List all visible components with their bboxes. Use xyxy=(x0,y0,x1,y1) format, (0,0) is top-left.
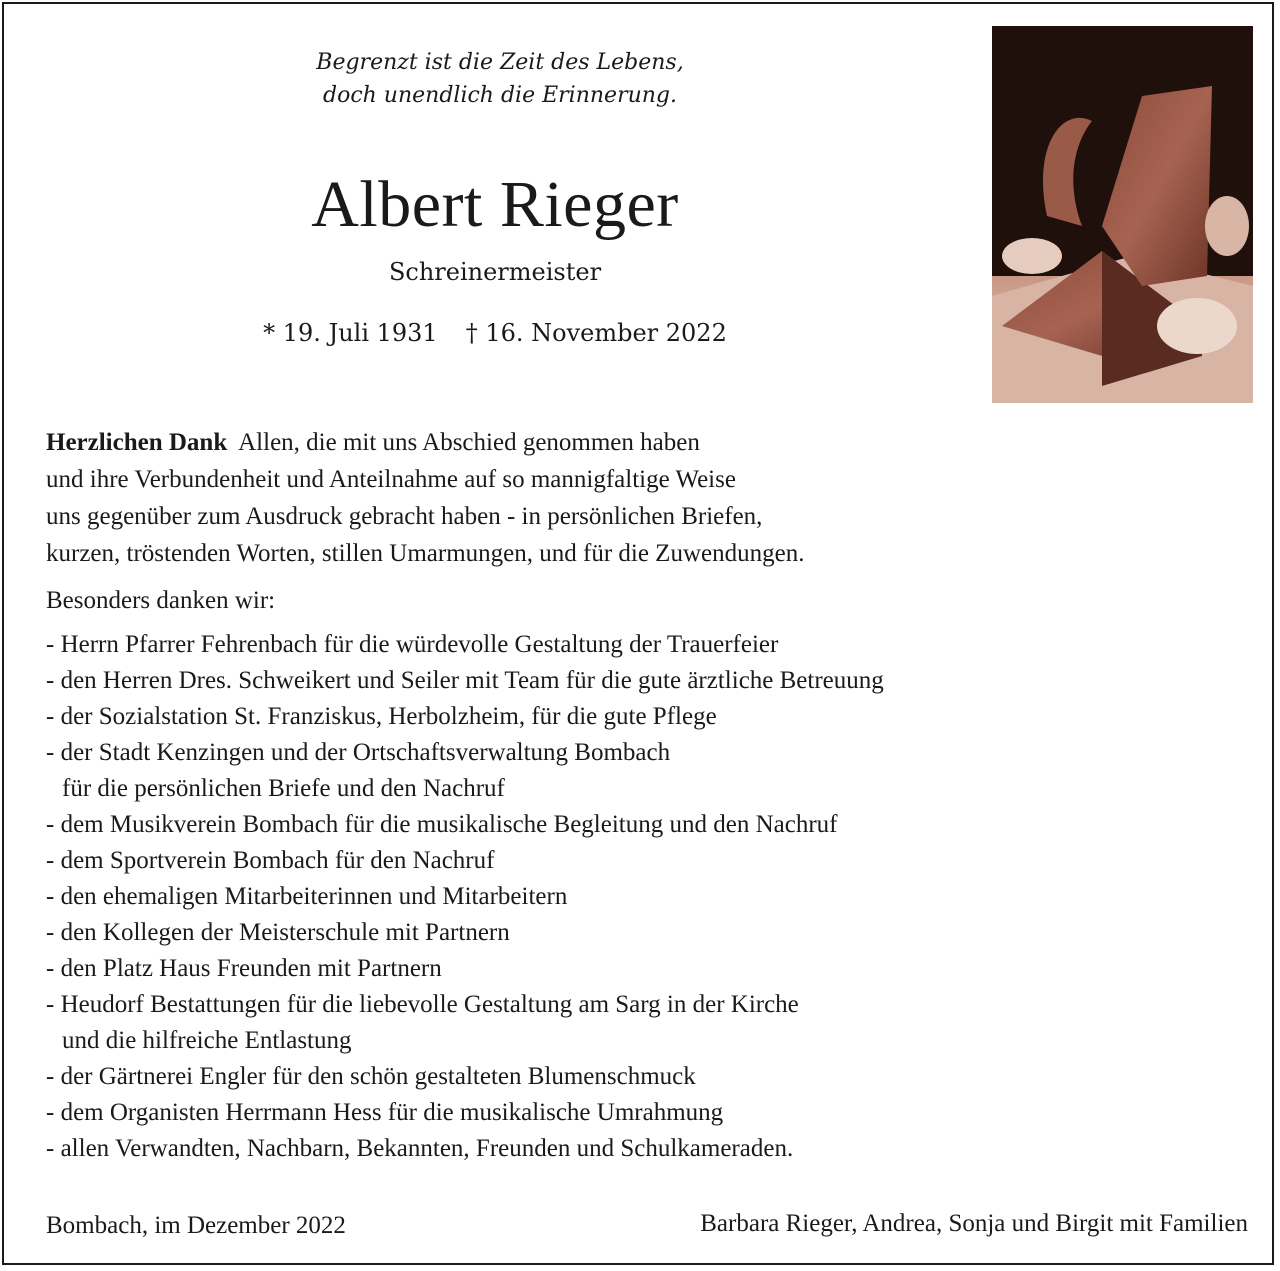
thanks-intro-line-4: kurzen, tröstenden Worten, stillen Umarmungen, und für die Zuwendungen. xyxy=(46,540,805,567)
motto xyxy=(200,46,800,112)
thanks-intro-line-2: und ihre Verbundenheit und Anteilnahme auf so mannigfaltige Weise xyxy=(46,466,736,493)
list-item xyxy=(46,735,1246,807)
thanks-intro-line-1: Allen, die mit uns Abschied genommen haben xyxy=(238,429,700,456)
list-item-text: - Heudorf Bestattungen für die liebevolle Gestaltung am Sarg in der Kirche xyxy=(46,991,799,1018)
besonders-heading: Besonders danken wir: xyxy=(46,587,276,614)
list-item-continuation: für die persönlichen Briefe und den Nachruf xyxy=(62,775,505,802)
deceased-name: Albert Rieger xyxy=(311,168,679,241)
list-item-text: - der Sozialstation St. Franziskus, Herbolzheim, für die gute Pflege xyxy=(46,703,717,730)
list-item-text: - Herrn Pfarrer Fehrenbach für die würdevolle Gestaltung der Trauerfeier xyxy=(46,631,779,658)
list-item-text: - dem Organisten Herrmann Hess für die musikalische Umrahmung xyxy=(46,1099,724,1126)
motto-line-2: doch unendlich die Erinnerung. xyxy=(322,83,677,108)
list-item xyxy=(46,987,1246,1059)
place-and-date: Bombach, im Dezember 2022 xyxy=(46,1212,346,1239)
thanks-list xyxy=(46,627,1246,1167)
birth-date: * 19. Juli 1931 xyxy=(263,319,438,347)
list-item xyxy=(46,1131,1246,1167)
list-item xyxy=(46,663,1246,699)
list-item-text: - allen Verwandten, Nachbarn, Bekannten, Freunden und Schulkameraden. xyxy=(46,1135,794,1162)
list-item xyxy=(46,699,1246,735)
wood-plane-photo xyxy=(992,26,1253,403)
list-item-text: - den Kollegen der Meisterschule mit Partnern xyxy=(46,919,510,946)
list-item xyxy=(46,915,1246,951)
list-item-text: - den Platz Haus Freunden mit Partnern xyxy=(46,955,442,982)
list-item xyxy=(46,1059,1246,1095)
list-item xyxy=(46,807,1246,843)
list-item xyxy=(46,951,1246,987)
list-item xyxy=(46,627,1246,663)
list-item-text: - den Herren Dres. Schweikert und Seiler mit Team für die gute ärztliche Betreuung xyxy=(46,667,884,694)
thanks-heading: Herzlichen Dank xyxy=(46,429,228,456)
thanks-intro xyxy=(46,424,1246,572)
list-item-text: - dem Sportverein Bombach für den Nachruf xyxy=(46,847,495,874)
list-item-continuation: und die hilfreiche Entlastung xyxy=(62,1027,352,1054)
family-signature: Barbara Rieger, Andrea, Sonja und Birgit mit Familien xyxy=(700,1210,1248,1237)
motto-line-1: Begrenzt ist die Zeit des Lebens, xyxy=(316,50,684,75)
life-dates xyxy=(195,316,795,350)
list-item-text: - dem Musikverein Bombach für die musikalische Begleitung und den Nachruf xyxy=(46,811,838,838)
list-item xyxy=(46,1095,1246,1131)
list-item-text: - der Stadt Kenzingen und der Ortschaftsverwaltung Bombach xyxy=(46,739,671,766)
deceased-profession: Schreinermeister xyxy=(388,258,602,286)
death-date: † 16. November 2022 xyxy=(465,319,727,347)
thanks-intro-line-3: uns gegenüber zum Ausdruck gebracht haben - in persönlichen Briefen, xyxy=(46,503,763,530)
list-item-text: - der Gärtnerei Engler für den schön gestalteten Blumenschmuck xyxy=(46,1063,696,1090)
wood-plane-illustration xyxy=(992,26,1253,403)
list-item xyxy=(46,879,1246,915)
thanks-section xyxy=(46,424,1246,1167)
list-item-text: - den ehemaligen Mitarbeiterinnen und Mitarbeitern xyxy=(46,883,568,910)
list-item xyxy=(46,843,1246,879)
